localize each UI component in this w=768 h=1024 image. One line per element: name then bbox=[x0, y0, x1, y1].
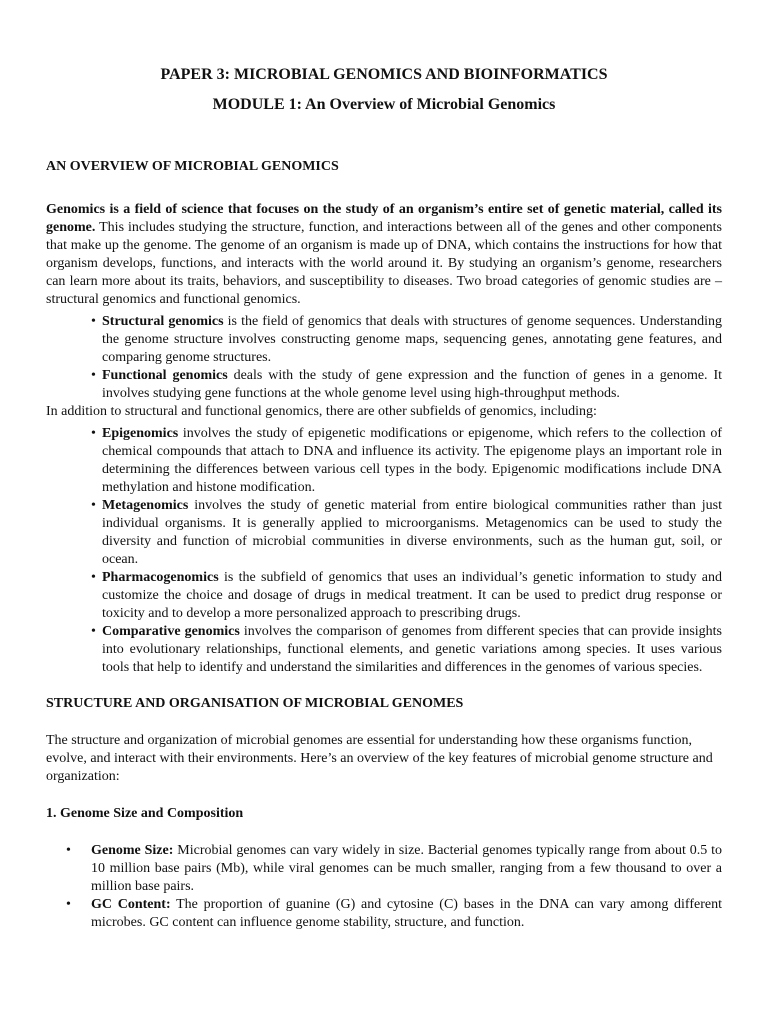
bullet-icon: • bbox=[91, 624, 96, 639]
bullet-icon: • bbox=[66, 843, 71, 858]
paper-title: PAPER 3: MICROBIAL GENOMICS AND BIOINFORMATICS bbox=[160, 66, 608, 83]
list-term: GC Content: bbox=[91, 897, 171, 912]
module-title: MODULE 1: An Overview of Microbial Genomics bbox=[212, 96, 556, 113]
list-term: Structural genomics bbox=[102, 314, 224, 329]
list-item bbox=[46, 569, 722, 623]
list-text: involves the study of epigenetic modifications or epigenome, which refers to the collection of chemical compounds that attach to DNA and influence its activity. The epigenome plays an important role in determining the differences between various cell types in the body. Epigenomic modifications include DNA methylation and histone modification. bbox=[102, 426, 722, 495]
list-text: deals with the study of gene expression and the function of genes in a genome. It involves studying gene functions at the whole genome level using high-throughput methods. bbox=[102, 368, 722, 401]
intro-bold: Genomics is a field of science that focuses on the study of an organism’s entire set of genetic material, called its genome. bbox=[46, 202, 722, 235]
genome-feature-list bbox=[46, 842, 722, 932]
section-heading-overview: AN OVERVIEW OF MICROBIAL GENOMICS bbox=[46, 159, 339, 174]
list-item bbox=[46, 367, 722, 403]
subfield-list bbox=[46, 425, 722, 677]
bullet-icon: • bbox=[66, 897, 71, 912]
section-heading-structure: STRUCTURE AND ORGANISATION OF MICROBIAL GENOMES bbox=[46, 696, 464, 711]
list-text: The proportion of guanine (G) and cytosine (C) bases in the DNA can vary among different microbes. GC content can influence genome stability, structure, and function. bbox=[91, 897, 722, 930]
bullet-icon: • bbox=[91, 314, 96, 329]
category-list bbox=[46, 313, 722, 403]
sub-heading-genome-size: 1. Genome Size and Composition bbox=[46, 806, 244, 821]
list-text: is the field of genomics that deals with structures of genome sequences. Understanding the genome structure involves constructing genome maps, sequencing genes, annotating gene features, and comparing genome structures. bbox=[102, 314, 722, 365]
subfields-intro: In addition to structural and functional genomics, there are other subfields of genomics, including: bbox=[46, 404, 597, 419]
list-term: Genome Size: bbox=[91, 843, 174, 858]
list-item bbox=[46, 623, 722, 677]
structure-intro: The structure and organization of microbial genomes are essential for understanding how these organisms function, evolve, and interact with their environments. Here’s an overview of the key features of microbial genome structure and organization: bbox=[46, 733, 713, 784]
list-term: Pharmacogenomics bbox=[102, 570, 219, 585]
list-term: Functional genomics bbox=[102, 368, 228, 383]
list-text: involves the study of genetic material from entire biological communities rather than just individual organisms. It is generally applied to microorganisms. Metagenomics can be used to study the diversity and function of microbial communities in diverse environments, such as the human gut, soil, or ocean. bbox=[102, 498, 722, 567]
list-item bbox=[46, 313, 722, 367]
list-text: involves the comparison of genomes from different species that can provide insights into evolutionary relationships, functional elements, and genetic variations among species. It uses various tools that help to identify and understand the similarities and differences in the genomes of various species. bbox=[102, 624, 722, 675]
list-term: Comparative genomics bbox=[102, 624, 240, 639]
list-term: Epigenomics bbox=[102, 426, 179, 441]
bullet-icon: • bbox=[91, 570, 96, 585]
intro-paragraph bbox=[46, 201, 722, 309]
list-text: is the subfield of genomics that uses an individual’s genetic information to study and customize the choice and dosage of drugs in medical treatment. It can be used to predict drug response or toxicity and to develop a more personalized approach to prescribing drugs. bbox=[102, 570, 722, 621]
list-item bbox=[46, 842, 722, 896]
list-text: Microbial genomes can vary widely in size. Bacterial genomes typically range from about 0.5 to 10 million base pairs (Mb), while viral genomes can be much smaller, ranging from a few thousand to over a million base pairs. bbox=[91, 843, 723, 894]
list-term: Metagenomics bbox=[102, 498, 189, 513]
bullet-icon: • bbox=[91, 498, 96, 513]
intro-text: This includes studying the structure, function, and interactions between all of the genes and other components that make up the genome. The genome of an organism is made up of DNA, which contains the instructions for how that organism develops, functions, and interacts with the world around it. By studying an organism’s genome, researchers can learn more about its traits, behaviors, and susceptibility to diseases. Two broad categories of genomic studies are – structural genomics and functional genomics. bbox=[46, 220, 722, 307]
bullet-icon: • bbox=[91, 426, 96, 441]
list-item bbox=[46, 896, 722, 932]
list-item bbox=[46, 497, 722, 569]
list-item bbox=[46, 425, 722, 497]
bullet-icon: • bbox=[91, 368, 96, 383]
